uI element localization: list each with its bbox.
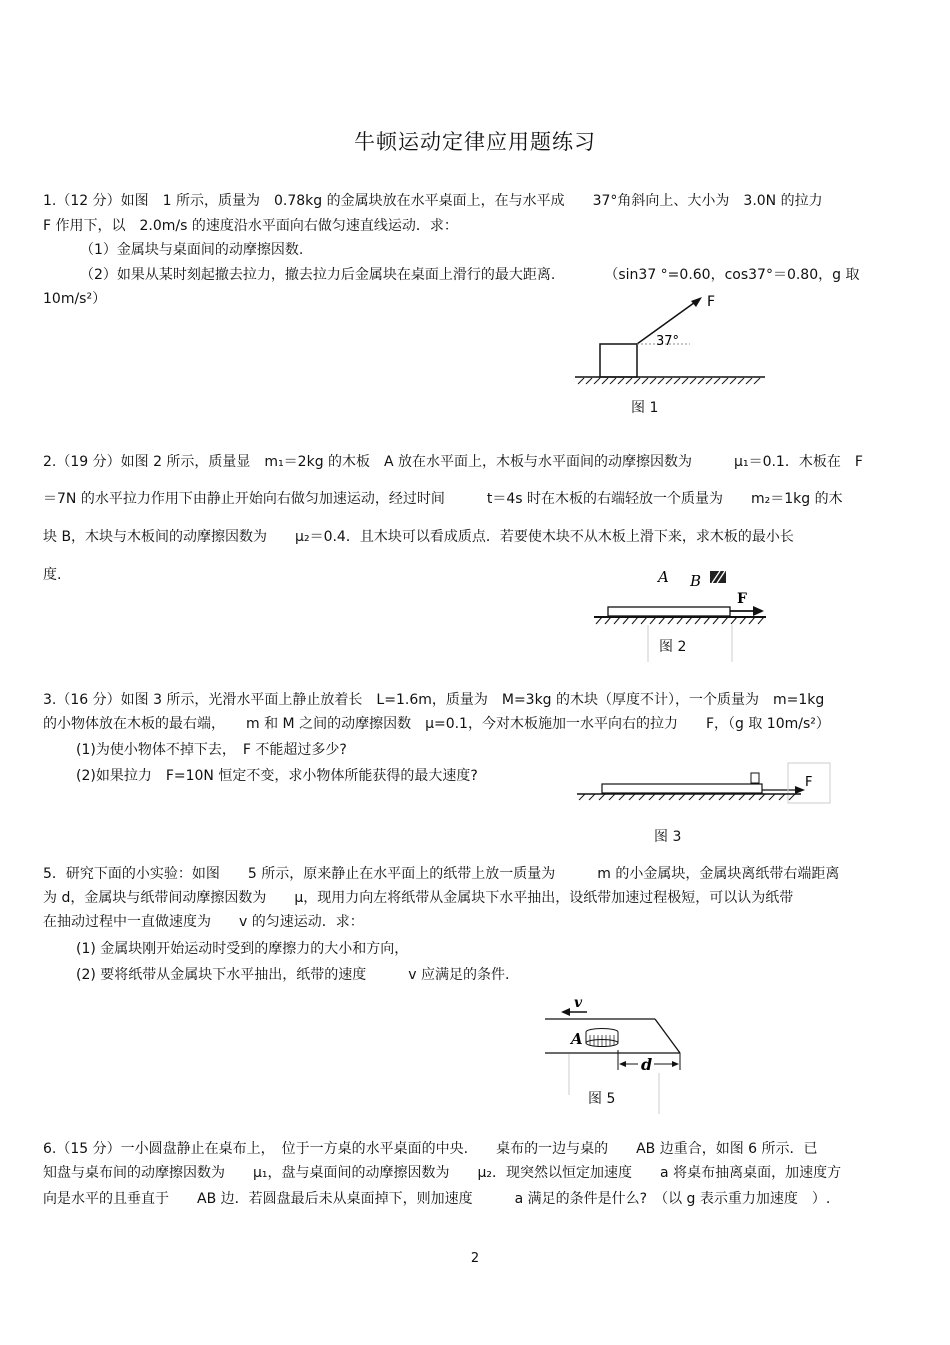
- distance-label-d: d: [641, 1055, 653, 1074]
- force-arrowhead: [691, 297, 702, 307]
- figure-1-caption: 图 1: [631, 400, 659, 416]
- figure-3: [575, 760, 840, 810]
- figure-5: [543, 995, 688, 1117]
- figure-2-caption: 图 2: [659, 639, 687, 655]
- metal-block-label-A: A: [571, 1030, 583, 1048]
- metal-block: [600, 344, 637, 377]
- q1-line: F 作用下，以 2.0m/s 的速度沿水平面向右做匀速直线运动．求：: [43, 218, 458, 234]
- q6-line: 向是水平的且垂直于 AB 边．若圆盘最后未从桌面掉下，则加速度 a 满足的条件是什么? （以 g 表示重力加速度 ）.: [43, 1191, 831, 1207]
- page-number: 2: [470, 1251, 480, 1266]
- q3-line: (1)为使小物体不掉下去， F 不能超过多少?: [76, 742, 347, 758]
- q2-line: 度.: [43, 567, 62, 583]
- velocity-label: v: [574, 995, 583, 1011]
- q3-line: 3.（16 分）如图 3 所示，光滑水平面上静止放着长 L=1.6m，质量为 M=3kg 的木块（厚度不计），一个质量为 m=1kg: [43, 692, 825, 708]
- figure-5-caption: 图 5: [588, 1091, 616, 1107]
- q3-line: (2)如果拉力 F=10N 恒定不变，求小物体所能获得的最大速度?: [76, 768, 478, 784]
- q3-line: 的小物体放在木板的最右端， m 和 M 之间的动摩擦因数 μ=0.1，今对木板施加一水平向右的拉力 F，（g 取 10m/s²）: [43, 716, 830, 732]
- force-label: F: [805, 775, 813, 790]
- angle-label: 37°: [656, 334, 680, 349]
- q1-line: 10m/s²）: [43, 291, 107, 307]
- q5-line: (2) 要将纸带从金属块下水平抽出，纸带的速度 v 应满足的条件.: [76, 967, 510, 983]
- figure-1: [570, 290, 770, 390]
- force-label: F: [737, 591, 747, 607]
- q1-line: （2）如果从某时刻起撤去拉力，撤去拉力后金属块在桌面上滑行的最大距离. （sin37 °=0.60，cos37°＝0.80，g 取: [80, 267, 860, 283]
- q5-line: 为 d，金属块与纸带间动摩擦因数为 μ，现用力向左将纸带从金属块下水平抽出，设纸带加速过程极短，可以认为纸带: [43, 890, 794, 906]
- q5-line: 在抽动过程中一直做速度为 v 的匀速运动．求：: [43, 914, 364, 930]
- q1-line: 1.（12 分）如图 1 所示，质量为 0.78kg 的金属块放在水平桌面上，在与水平成 37°角斜向上、大小为 3.0N 的拉力: [43, 193, 823, 209]
- board-label-A: A: [658, 568, 669, 586]
- q6-line: 6.（15 分）一小圆盘静止在桌布上， 位于一方桌的水平桌面的中央. 桌布的一边与桌的 AB 边重合，如图 6 所示．已: [43, 1141, 818, 1157]
- q2-line: ＝7N 的水平拉力作用下由静止开始向右做匀加速运动，经过时间 t＝4s 时在木板的右端轻放一个质量为 m₂＝1kg 的木: [43, 491, 843, 507]
- q6-line: 知盘与桌布间的动摩擦因数为 μ₁，盘与桌面间的动摩擦因数为 μ₂．现突然以恒定加速度 a 将桌布抽离桌面，加速度方: [43, 1165, 842, 1181]
- page-title: 牛顿运动定律应用题练习: [354, 130, 596, 154]
- q2-line: 块 B，木块与木板间的动摩擦因数为 μ₂＝0.4．且木块可以看成质点．若要使木块不从木板上滑下来，求木板的最小长: [43, 529, 794, 545]
- wood-board: [602, 784, 762, 793]
- q5-line: (1) 金属块刚开始运动时受到的摩擦力的大小和方向，: [76, 941, 409, 957]
- force-label: F: [707, 294, 716, 310]
- q2-line: 2.（19 分）如图 2 所示，质量显 m₁＝2kg 的木板 A 放在水平面上，木板与水平面间的动摩擦因数为 μ₁＝0.1．木板在 F: [43, 454, 863, 470]
- q5-line: 5．研究下面的小实验：如图 5 所示，原来静止在水平面上的纸带上放一质量为 m 的小金属块，金属块离纸带右端距离: [43, 866, 840, 882]
- board-A: [608, 607, 730, 616]
- q1-line: （1）金属块与桌面间的动摩擦因数.: [80, 242, 304, 258]
- block-label-B: B: [690, 572, 702, 590]
- small-object: [751, 773, 759, 783]
- figure-3-caption: 图 3: [654, 829, 682, 845]
